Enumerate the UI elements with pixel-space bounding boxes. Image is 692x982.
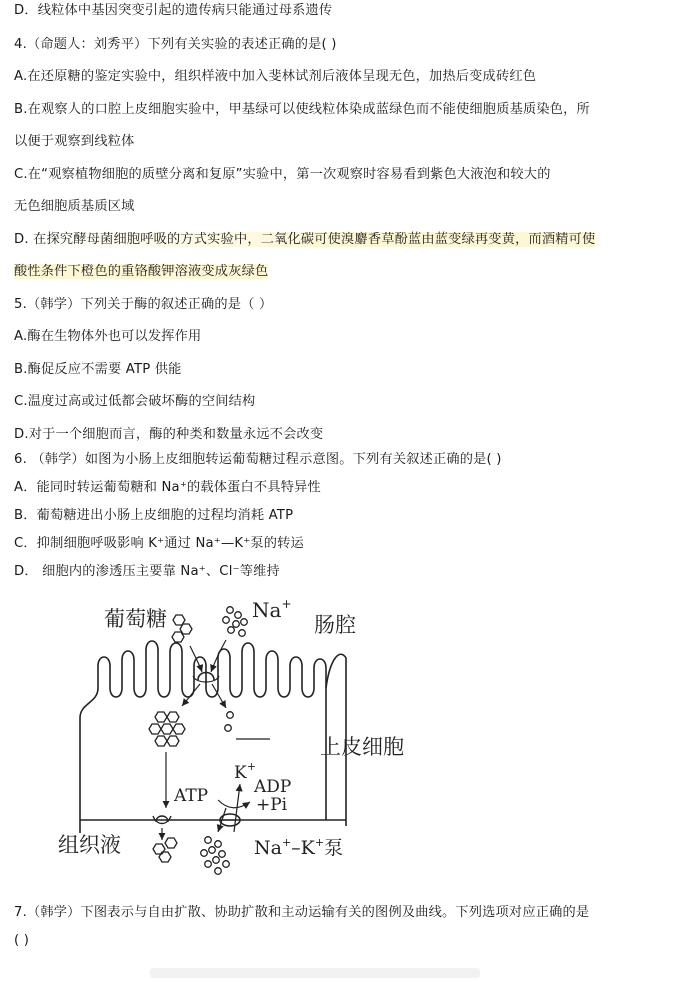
q3-option-d: D．线粒体中基因突变引起的遗传病只能通过母系遗传 [14,3,333,18]
q6-option-c: C．抑制细胞呼吸影响 K⁺通过 Na⁺—K⁺泵的转运 [14,536,304,551]
q4-option-d-highlight: 而酒精可使 [528,232,596,247]
sodium-tissue-fluid [201,837,230,875]
faint-footer [150,968,480,978]
label-na-k-pump: Na+–K+泵 [254,836,344,859]
q4-stem: 4.（命题人：刘秀平）下列有关实验的表述正确的是( ) [14,37,337,52]
q6-stem: 6. （韩学）如图为小肠上皮细胞转运葡萄糖过程示意图。下列有关叙述正确的是( ) [14,452,502,467]
q4-option-c-cont: 无色细胞质基质区域 [14,199,135,214]
label-pi: +Pi [256,795,288,815]
label-intestinal-lumen: 肠腔 [314,613,356,637]
q6-option-b: B．葡萄糖进出小肠上皮细胞的过程均消耗 ATP [14,508,294,523]
label-epithelial-cell: 上皮细胞 [320,735,404,759]
q7-stem-cont: ( ) [14,933,30,948]
label-glucose: 葡萄糖 [104,607,167,631]
q5-stem: 5.（韩学）下列关于酶的叙述正确的是（ ） [14,297,273,312]
q4-option-b-cont: 以便于观察到线粒体 [14,134,135,149]
q4-option-c: C.在“观察植物细胞的质壁分离和复原”实验中，第一次观察时容易看到紫色大液泡和较大的 [14,167,551,182]
q4-option-d [14,231,595,249]
glucose-intracellular [149,712,185,746]
q4-option-b: B.在观察人的口腔上皮细胞实验中，甲基绿可以使线粒体染成蓝绿色而不能使细胞质基质染色，所 [14,102,590,117]
q4-option-d-cont-highlight: 酸性条件下橙色的重铬酸钾溶液变成灰绿色 [14,264,269,279]
glucose-tissue-fluid [153,838,177,862]
sodium-lumen [223,607,248,637]
diagram-svg [58,588,410,890]
sodium-intracellular [225,712,234,732]
label-adp: ADP [254,777,292,797]
q4-option-d-cont [14,263,268,281]
label-sodium-lumen: Na+ [252,597,292,622]
q5-option-c: C.温度过高或过低都会破坏酶的空间结构 [14,394,256,409]
label-potassium: K+ [234,760,256,783]
glucose-lumen [172,615,192,642]
intestinal-cell-diagram [58,588,410,890]
q6-option-d: D． 细胞内的渗透压主要靠 Na⁺、Cl⁻等维持 [14,564,280,579]
q5-option-b: B.酶促反应不需要 ATP 供能 [14,362,182,377]
label-atp: ATP [174,786,209,806]
q4-option-d-text: D. 在探究酵母菌细胞呼吸的方式实验中，二氧化碳可使溴麝香草酚蓝由蓝变绿再变黄， [14,232,529,247]
q6-option-a: A．能同时转运葡萄糖和 Na⁺的载体蛋白不具特异性 [14,480,321,495]
q7-stem: 7.（韩学）下图表示与自由扩散、协助扩散和主动运输有关的图例及曲线。下列选项对应正确的是 [14,905,590,920]
label-tissue-fluid: 组织液 [58,833,121,857]
q4-option-a: A.在还原糖的鉴定实验中，组织样液中加入斐林试剂后液体呈现无色，加热后变成砖红色 [14,69,537,84]
q5-option-d: D.对于一个细胞而言，酶的种类和数量永远不会改变 [14,427,324,442]
q5-option-a: A.酶在生物体外也可以发挥作用 [14,329,202,344]
